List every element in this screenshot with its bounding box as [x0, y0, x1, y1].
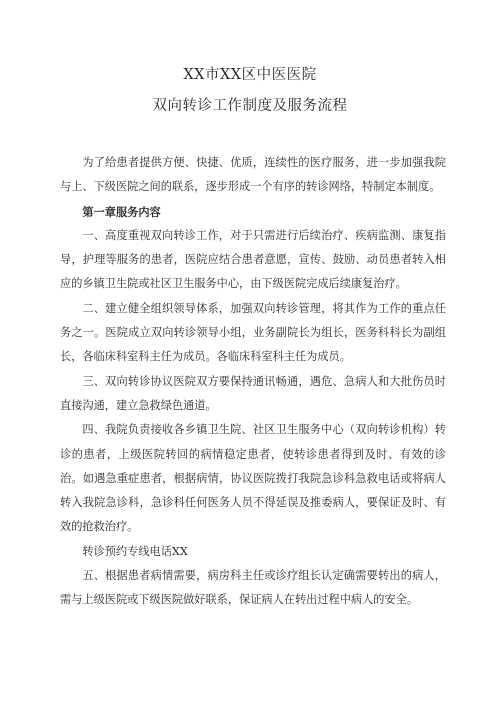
clause-paragraph: 三、双向转诊协议医院双方要保持通讯畅通，遇危、急病人和大批伤员时直接沟通，建立急救绿色通道。	[60, 374, 446, 412]
clause-paragraph: 二、建立健全组织领导体系，加强双向转诊管理，将其作为工作的重点任务之一。医院成立双向转诊领导小组，业务副院长为组长，医务科科长为副组长，各临床科室科主任为成员。各临床科室科主任为成员。	[60, 301, 446, 364]
hotline-paragraph: 转诊预约专线电话XX	[82, 544, 188, 558]
document-title-hospital: XX市XX区中医医院	[183, 67, 317, 83]
intro-paragraph: 为了给患者提供方便、快捷、优质，连续性的医疗服务，进一步加强我院与上、下级医院之间的联系，逐步形成一个有序的转诊网络，特制定本制度。	[60, 156, 446, 194]
document-body	[60, 151, 446, 613]
clause-paragraph: 一、高度重视双向转诊工作，对于只需进行后续治疗、疾病监测、康复指导，护理等服务的患者，医院应结合患者意愿，宣传、鼓励、动员患者转入相应的乡镇卫生院或社区卫生服务中心，由下级医院完成后续康复治疗。	[60, 228, 446, 291]
document-title-subject: 双向转诊工作制度及服务流程	[152, 98, 348, 114]
clause-paragraph: 四、我院负责接收各乡镇卫生院、社区卫生服务中心（双向转诊机构）转诊的患者，上级医院转回的病情稳定患者，使转诊患者得到及时、有效的诊治。如遇急重症患者，根据病情，协议医院拨打我院急诊科急救电话或将病人转入我院急诊科，急诊科任何医务人员不得延误及推委病人，要保证及时、有效的抢救治疗。	[60, 423, 446, 534]
clause-paragraph: 五、根据患者病情需要，病房科主任或诊疗组长认定确需要转出的病人，需与上级医院或下级医院做好联系，保证病人在转出过程中病人的安全。	[60, 569, 446, 607]
chapter-heading: 第一章服务内容	[82, 204, 161, 219]
